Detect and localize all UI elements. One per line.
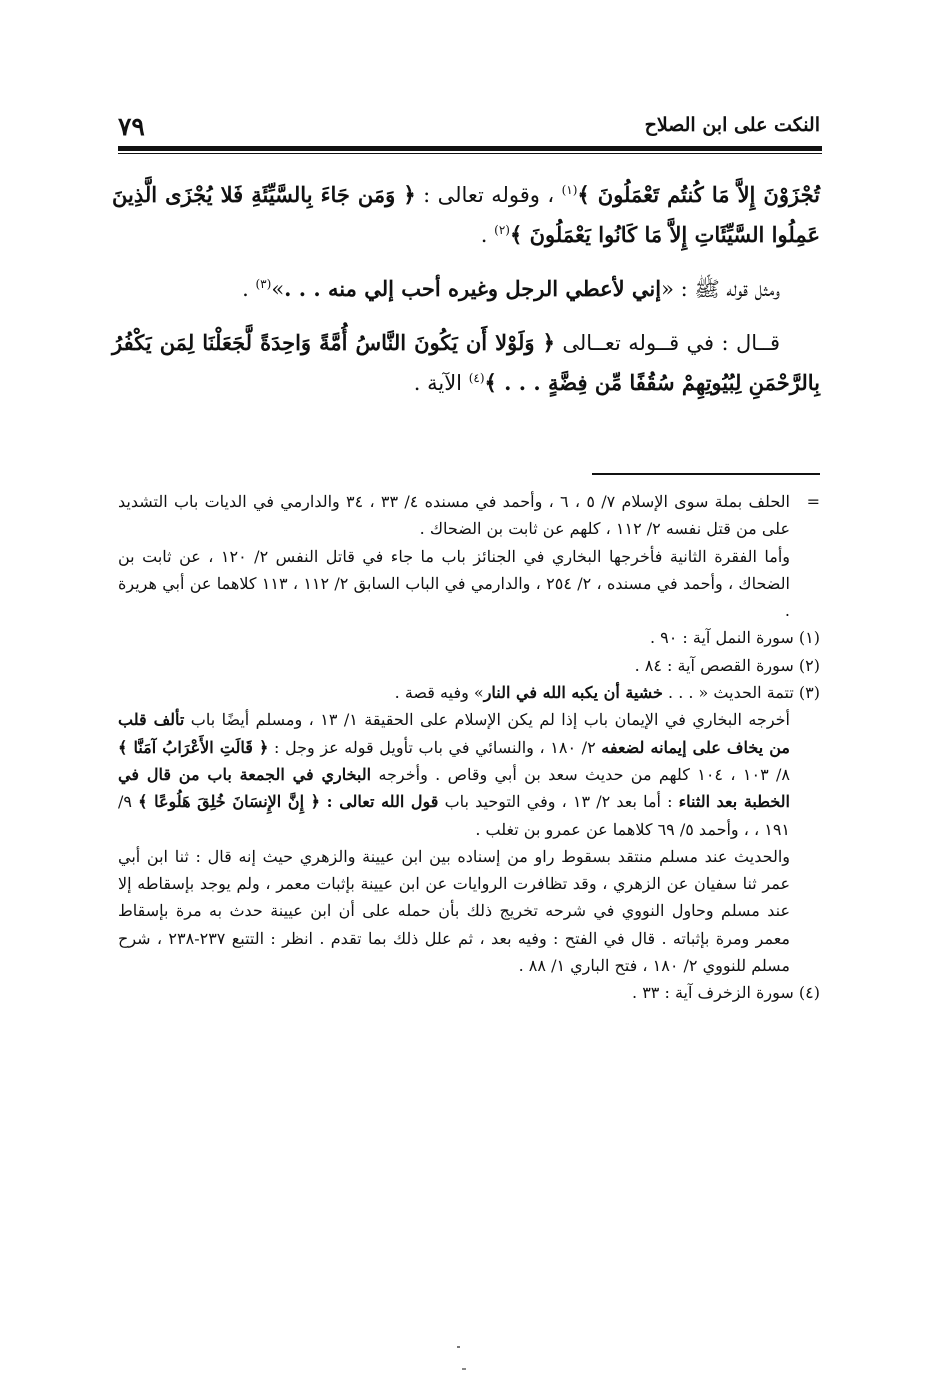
main-text-run: قــال : في قــوله تعــالى (554, 331, 780, 355)
footnote-text: وأما الفقرة الثانية فأخرجها البخاري في الجنائز باب ما جاء في قاتل النفس ٢/ ١٢٠ ، عن ثابت بن الضحاك ، وأحمد في مسنده ، ٢/ ٢٥٤ ، والدارمي في الباب السابق ٢/ ١١٢ ، ١١٣ كلاهما عن أبي هريرة . (118, 546, 791, 621)
quran-verse: ﴿ قَالَتِ الأَعْرَابُ آمَنَّا ﴾ (118, 737, 269, 757)
footnote-text: : أما بعد ٢/ ١٣ ، وفي التوحيد باب (438, 792, 679, 812)
footnote-3 (118, 679, 820, 706)
scan-speck (457, 1346, 460, 1348)
page-number: ٧٩ (118, 112, 145, 141)
footnote-text: (٣) تتمة الحديث « . . . (662, 683, 820, 703)
footnote-text: ٩/ ١٩١ ، ، وأحمد ٥/ ٦٩ كلاهما عن عمرو بن تغلب . (118, 792, 790, 839)
running-title: النكت على ابن الصلاح (644, 114, 820, 136)
chapter-title: تألف قلب من يخاف على إيمانه لضعفه (118, 710, 790, 757)
footnote-text: الحلف بملة سوى الإسلام ٧/ ٥ ، ٦ ، وأحمد في مسنده ٤/ ٣٣ ، ٣٤ والدارمي في الديات باب التشديد على من قتل نفسه ٢/ ١١٢ ، كلهم عن ثابت بن الضحاك . (118, 492, 790, 539)
footnote-2: (٢) سورة القصص آية : ٨٤ . (634, 655, 820, 675)
footnote-1: (١) سورة النمل آية : ٩٠ . (649, 628, 820, 648)
footnote-4: (٤) سورة الزخرف آية : ٣٣ . (632, 983, 820, 1003)
main-text-run: ومثل قوله ﷺ : « (661, 277, 780, 301)
page-header (118, 112, 820, 142)
quran-verse: ﴿ وَلَوْلا أَن يَكُونَ النَّاسُ أُمَّةً وَاحِدَةً لَّجَعَلْنَا لِمَن يَكْفُرُ بِالرَّحْمَنِ لِبُيُوتِهِمْ سُقُفًا مِّن فِضَّةٍ . . . ﴾ (112, 330, 820, 395)
quran-verse: ﴿ وَمَن جَاءَ بِالسَّيِّئَةِ فَلا يُجْزَى الَّذِينَ عَمِلُوا السَّيِّئَاتِ إِلاَّ مَا كَانُوا يَعْمَلُونَ ﴾ (112, 182, 820, 247)
footnote-text: ٨/ ١٠٣ ، ١٠٤ كلهم من حديث سعد بن أبي وقاص . وأخرجه (371, 764, 790, 784)
chapter-title: قول الله تعالى : ﴿ إِنَّ الإِنسَانَ خُلِقَ هَلُوعًا ﴾ (138, 792, 439, 812)
footnote-ref: (٤) (468, 371, 485, 385)
main-text (112, 175, 820, 403)
main-paragraph-3 (112, 323, 820, 403)
footnote-text: » وفيه قصة . (394, 683, 484, 703)
header-rule-thin (118, 153, 822, 154)
quran-verse: تُجْزَوْنَ إِلاَّ مَا كُنتُم تَعْمَلُونَ ﴾ (577, 182, 820, 207)
footnote-ref: (٣) (255, 277, 272, 291)
main-text-run: الآية . (413, 371, 469, 395)
hadith-quote: إني لأعطي الرجل وغيره أحب إلي منه . . . (284, 276, 662, 301)
main-paragraph-2 (112, 269, 820, 309)
main-text-run: » (271, 277, 285, 301)
header-rule-thick (118, 146, 822, 151)
footnote-text: أخرجه البخاري في الإيمان باب إذا لم يكن الإسلام على الحقيقة ١/ ١٣ ، ومسلم أيضًا باب (184, 710, 790, 730)
chapter-title: البخاري في الجمعة باب من قال في الخطبة بعد الثناء (118, 764, 791, 812)
continuation-marker: = (806, 492, 820, 511)
scan-speck (462, 1368, 466, 1370)
footnote-continuation (118, 488, 820, 624)
footnote-3-paragraph-2: والحديث عند مسلم منتقد بسقوط راو من إسناده بين ابن عيينة والزهري حيث إنه قال : ثنا ابن أبي عمر ثنا سفيان عن الزهري ، وقد تظافرت الروايات عن ابن عيينة بإثبات معمر ، ولم يوجد بإسقاطه إلا عند مسلم وحاول النووي في شرحه تخريج ذلك بأن حمله على أن ابن عيينة حدث به مرة بإسقاط معمر ومرة بإثباته . قال في الفتح : وفيه بعد ، ثم علل ذلك بما تقدم . انظر : التتبع ٢٣٧-٢٣٨ ، شرح مسلم للنووي ٢/ ١٨٠ ، فتح الباري ١/ ٨٨ . (118, 846, 790, 976)
footnote-3-paragraph-1 (118, 706, 820, 842)
footnotes (118, 488, 820, 1007)
footnote-separator (592, 473, 820, 475)
hadith-quote: خشية أن يكبه الله في النار (483, 683, 663, 703)
footnote-ref: (١) (561, 183, 578, 197)
main-text-run: . (242, 277, 256, 301)
main-text-run: ، وقوله تعالى : (415, 183, 562, 207)
main-text-run: . (480, 223, 495, 247)
footnote-ref: (٢) (494, 223, 510, 237)
footnote-text: ٢/ ١٨٠ ، والنسائي في باب تأويل قوله عز وجل : (268, 737, 602, 757)
main-paragraph-1 (112, 175, 820, 255)
